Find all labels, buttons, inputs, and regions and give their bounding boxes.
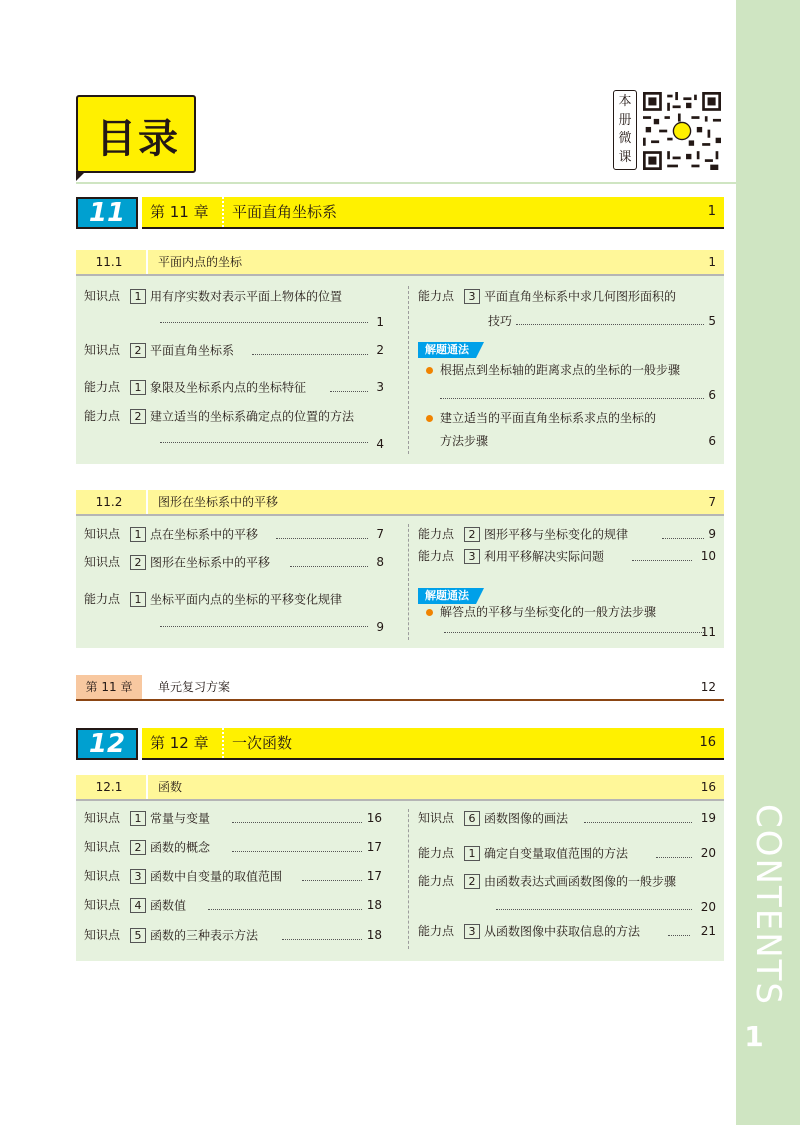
entry-page: 19 — [700, 811, 716, 825]
review-title: 单元复习方案 — [158, 680, 231, 694]
section-number: 11.1 — [95, 255, 123, 269]
chapter-title: 平面直角坐标系 — [232, 203, 338, 221]
toc-entry[interactable] — [84, 554, 270, 571]
section-divider — [146, 250, 148, 274]
entry-title: 常量与变量 — [150, 811, 211, 826]
column-divider — [408, 809, 409, 949]
leader-dots — [252, 354, 368, 355]
contents-label: CONTENTS — [748, 804, 788, 1006]
leader-dots — [232, 822, 362, 823]
entry-kind: 知识点 — [84, 555, 121, 569]
entry-page: 21 — [700, 924, 716, 938]
toc-entry[interactable] — [84, 810, 210, 827]
entry-index: 1 — [130, 527, 146, 542]
entry-title: 平面直角坐标系中求几何图形面积的 — [484, 289, 677, 304]
qr-label-char: 微 — [618, 131, 632, 147]
entry-index: 3 — [464, 924, 480, 939]
chapter-number-badge: 12 — [76, 728, 138, 760]
entry-page: 2 — [376, 343, 384, 357]
leader-dots — [440, 398, 704, 399]
entry-page: 9 — [708, 527, 716, 541]
toc-entry[interactable] — [84, 288, 342, 305]
bullet-icon — [426, 609, 433, 616]
entry-kind: 知识点 — [84, 869, 121, 883]
toc-entry[interactable] — [418, 810, 568, 827]
toc-title-box — [76, 95, 196, 173]
micro-lesson-label — [613, 90, 637, 170]
entry-index: 1 — [130, 592, 146, 607]
chapter-bar — [142, 197, 724, 229]
entry-title-continued: 技巧 — [488, 314, 513, 328]
leader-dots — [232, 851, 362, 852]
entry-page: 20 — [700, 846, 716, 860]
section-title: 图形在坐标系中的平移 — [158, 495, 279, 509]
entry-page: 7 — [376, 527, 384, 541]
entry-page: 8 — [376, 555, 384, 569]
entry-page: 11 — [700, 625, 716, 639]
chapter-number-badge: 11 — [76, 197, 138, 229]
entry-title: 利用平移解决实际问题 — [484, 549, 605, 564]
leader-dots — [496, 909, 692, 910]
entry-title: 函数中自变量的取值范围 — [150, 869, 283, 884]
toc-entry[interactable] — [84, 927, 258, 944]
entry-index: 3 — [464, 549, 480, 564]
section-12-1 — [76, 775, 724, 961]
column-divider — [408, 524, 409, 640]
section-page: 1 — [708, 255, 716, 269]
bullet-icon — [426, 415, 433, 422]
review-page: 12 — [700, 680, 716, 694]
chapter-title: 一次函数 — [232, 734, 293, 752]
method-entry[interactable]: 根据点到坐标轴的距离求点的坐标的一般步骤 — [440, 363, 681, 377]
entry-title: 函数的概念 — [150, 840, 211, 855]
section-11-2 — [76, 490, 724, 648]
leader-dots — [516, 324, 704, 325]
entry-kind: 知识点 — [418, 811, 455, 825]
leader-dots — [282, 939, 362, 940]
chapter-12-header[interactable] — [76, 728, 724, 760]
entry-index: 1 — [130, 380, 146, 395]
title-box-tail — [76, 171, 86, 181]
entry-page: 20 — [700, 900, 716, 914]
entry-page: 18 — [366, 928, 382, 942]
entry-title: 由函数表达式画函数图像的一般步骤 — [484, 874, 677, 889]
entry-index: 1 — [130, 289, 146, 304]
toc-entry[interactable] — [84, 408, 354, 425]
leader-dots — [208, 909, 362, 910]
side-page-number: 1 — [744, 1020, 764, 1053]
entry-page: 17 — [366, 869, 382, 883]
chapter-notch — [222, 197, 224, 227]
entry-page: 4 — [376, 437, 384, 451]
method-entry[interactable]: 建立适当的平面直角坐标系求点的坐标的 — [440, 411, 657, 425]
section-title: 平面内点的坐标 — [158, 255, 243, 269]
toc-entry[interactable] — [418, 873, 676, 890]
section-divider — [146, 775, 148, 799]
entry-title-continued: 方法步骤 — [440, 434, 489, 448]
entry-index: 2 — [464, 527, 480, 542]
entry-page: 18 — [366, 898, 382, 912]
method-entry[interactable]: 解答点的平移与坐标变化的一般方法步骤 — [440, 605, 657, 619]
entry-kind: 能力点 — [418, 549, 455, 563]
entry-title: 坐标平面内点的坐标的平移变化规律 — [150, 592, 343, 607]
entry-kind: 知识点 — [84, 289, 121, 303]
entry-index: 3 — [464, 289, 480, 304]
entry-title: 函数值 — [150, 898, 187, 913]
toc-entry[interactable] — [84, 342, 234, 359]
entry-page: 9 — [376, 620, 384, 634]
chapter-notch — [222, 728, 224, 758]
section-11-1 — [76, 250, 724, 464]
entry-page: 5 — [708, 314, 716, 328]
entry-title: 平面直角坐标系 — [150, 343, 235, 358]
section-title: 函数 — [158, 780, 183, 794]
entry-title: 建立适当的坐标系确定点的位置的方法 — [150, 409, 355, 424]
chapter-page: 1 — [707, 204, 716, 219]
entry-kind: 能力点 — [418, 846, 455, 860]
review-chapter-label: 第 11 章 — [76, 675, 142, 699]
leader-dots — [584, 822, 692, 823]
entry-kind: 能力点 — [418, 924, 455, 938]
toc-entry[interactable] — [84, 591, 342, 608]
entry-page: 6 — [708, 434, 716, 448]
leader-dots — [160, 322, 368, 323]
method-tag: 解题通法 — [418, 588, 476, 604]
chapter-11-header[interactable] — [76, 197, 724, 229]
leader-dots — [160, 626, 368, 627]
entry-page: 1 — [376, 315, 384, 329]
entry-index: 1 — [464, 846, 480, 861]
entry-index: 2 — [130, 840, 146, 855]
qr-label-char: 本 — [618, 94, 632, 110]
section-header[interactable] — [76, 775, 724, 801]
chapter-page: 16 — [699, 735, 716, 750]
entry-kind: 知识点 — [84, 928, 121, 942]
entry-index: 2 — [130, 343, 146, 358]
entry-title: 函数图像的画法 — [484, 811, 569, 826]
entry-kind: 知识点 — [84, 527, 121, 541]
bullet-icon — [426, 367, 433, 374]
entry-page: 16 — [366, 811, 382, 825]
entry-kind: 知识点 — [84, 898, 121, 912]
entry-page: 17 — [366, 840, 382, 854]
toc-entry[interactable] — [84, 526, 258, 543]
entry-index: 2 — [130, 409, 146, 424]
entry-index: 2 — [130, 555, 146, 570]
chapter-label: 第 12 章 — [150, 734, 209, 752]
entry-page: 6 — [708, 388, 716, 402]
qr-code-icon[interactable] — [643, 92, 721, 170]
toc-entry[interactable] — [418, 548, 604, 565]
section-divider — [146, 490, 148, 514]
entry-title: 函数的三种表示方法 — [150, 928, 259, 943]
toc-entry[interactable] — [418, 923, 640, 940]
entry-page: 10 — [700, 549, 716, 563]
unit-review-row[interactable] — [76, 675, 724, 701]
entry-index: 3 — [130, 869, 146, 884]
entry-index: 1 — [130, 811, 146, 826]
qr-label-char: 课 — [618, 149, 632, 165]
entry-kind: 能力点 — [84, 592, 121, 606]
entry-title: 点在坐标系中的平移 — [150, 527, 259, 542]
entry-kind: 知识点 — [84, 811, 121, 825]
toc-entry[interactable] — [418, 526, 628, 543]
chapter-bar — [142, 728, 724, 760]
section-number: 12.1 — [95, 780, 123, 794]
entry-kind: 能力点 — [84, 409, 121, 423]
entry-kind: 能力点 — [418, 874, 455, 888]
toc-entry[interactable] — [418, 845, 628, 862]
leader-dots — [632, 560, 692, 561]
entry-kind: 能力点 — [84, 380, 121, 394]
column-divider — [408, 286, 409, 454]
section-header[interactable] — [76, 490, 724, 516]
section-page: 7 — [708, 495, 716, 509]
toc-entry[interactable] — [84, 379, 306, 396]
entry-title: 图形平移与坐标变化的规律 — [484, 527, 629, 542]
method-tag: 解题通法 — [418, 342, 476, 358]
entry-kind: 知识点 — [84, 840, 121, 854]
toc-entry[interactable] — [84, 839, 210, 856]
top-rule — [76, 182, 736, 184]
entry-title: 从函数图像中获取信息的方法 — [484, 924, 641, 939]
entry-kind: 知识点 — [84, 343, 121, 357]
entry-kind: 能力点 — [418, 527, 455, 541]
toc-entry[interactable] — [84, 897, 186, 914]
qr-label-char: 册 — [618, 112, 632, 128]
section-page: 16 — [700, 780, 716, 794]
entry-title: 确定自变量取值范围的方法 — [484, 846, 629, 861]
leader-dots — [444, 632, 704, 633]
entry-title: 用有序实数对表示平面上物体的位置 — [150, 289, 343, 304]
toc-entry[interactable] — [418, 288, 676, 305]
entry-page: 3 — [376, 380, 384, 394]
leader-dots — [160, 442, 368, 443]
toc-entry[interactable] — [84, 868, 282, 885]
entry-index: 4 — [130, 898, 146, 913]
entry-index: 5 — [130, 928, 146, 943]
entry-kind: 能力点 — [418, 289, 455, 303]
entry-index: 2 — [464, 874, 480, 889]
toc-title: 目录 — [96, 115, 180, 162]
entry-title: 象限及坐标系内点的坐标特征 — [150, 380, 307, 395]
entry-index: 6 — [464, 811, 480, 826]
chapter-label: 第 11 章 — [150, 203, 209, 221]
entry-title: 图形在坐标系中的平移 — [150, 555, 271, 570]
section-number: 11.2 — [95, 495, 123, 509]
section-header[interactable] — [76, 250, 724, 276]
